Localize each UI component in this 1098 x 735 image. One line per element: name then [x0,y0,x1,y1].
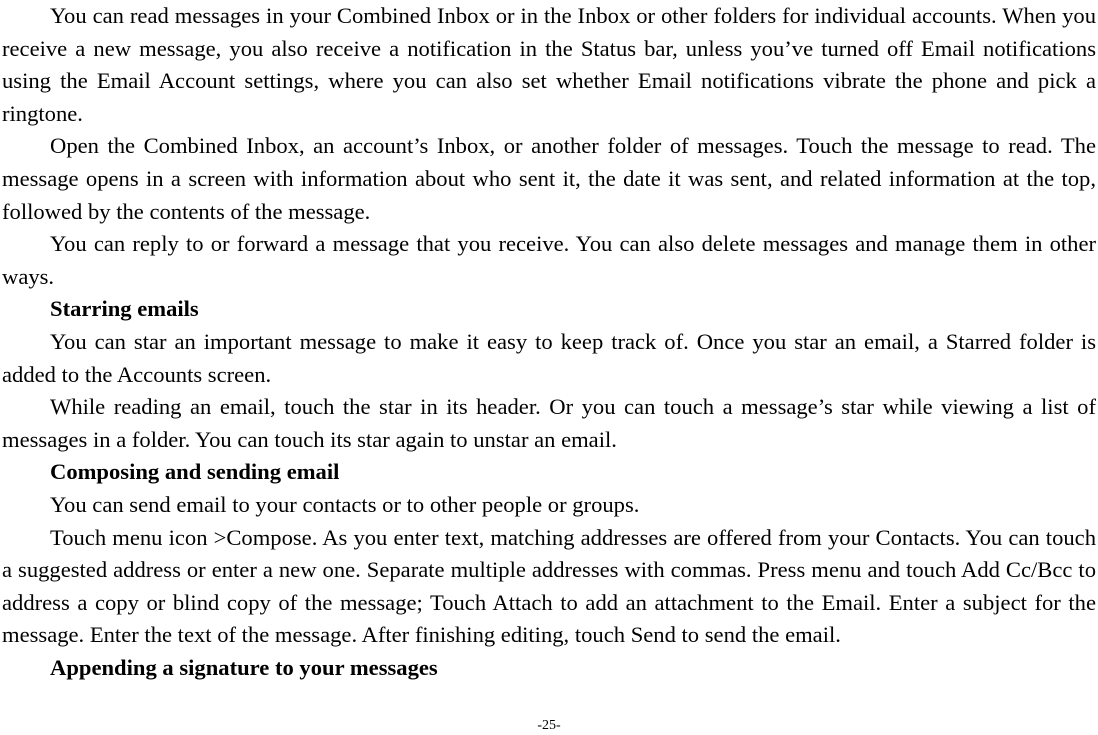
paragraph-reply-forward: You can reply to or forward a message that you receive. You can also delete messages and manage them in other ways. [2,231,1096,289]
paragraph-star-important: You can star an important message to make it easy to keep track of. Once you star an email, a Starred folder is added to the Accounts screen. [2,328,1096,387]
heading-composing-email: Composing and sending email [50,459,340,485]
document-page [2,0,1096,684]
page-number: -25- [537,718,561,733]
heading-starring-emails: Starring emails [50,296,199,322]
heading-appending-signature: Appending a signature to your messages [50,654,438,680]
paragraph-touch-star: While reading an email, touch the star in its header. Or you can touch a message’s star while viewing a list of messages in a folder. You can touch its star again to unstar an email. [2,394,1096,452]
paragraph-compose-steps: Touch menu icon >Compose. As you enter text, matching addresses are offered from your Contacts. You can touch a suggested address or enter a new one. Separate multiple addresses with commas. Press menu and touch Add Cc/Bcc to address a copy or blind copy of the message; Touch Attach to add an attachment to the Email. Enter a subject for the message. Enter the text of the message. After finishing editing, touch Send to send the email. [2,524,1096,648]
paragraph-send-email: You can send email to your contacts or to other people or groups. [50,491,640,517]
paragraph-reading-messages: You can read messages in your Combined Inbox or in the Inbox or other folders for individual accounts. When you receive a new message, you also receive a notification in the Status bar, unless you’ve turned off Email notifications using the Email Account settings, where you can also set whether Email notifications vibrate the phone and pick a ringtone. [2,3,1096,126]
paragraph-open-inbox: Open the Combined Inbox, an account’s Inbox, or another folder of messages. Touch the message to read. The message opens in a screen with information about who sent it, the date it was sent, and related information at the top, followed by the contents of the message. [2,133,1096,224]
